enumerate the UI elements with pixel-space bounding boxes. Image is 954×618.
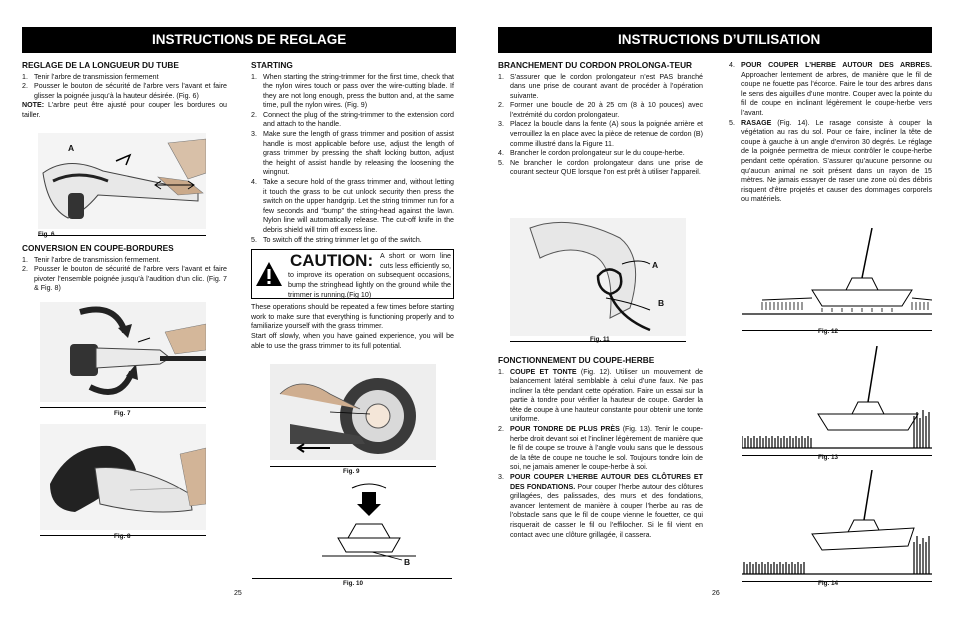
right-col-2 xyxy=(729,61,932,205)
list-item xyxy=(498,368,703,426)
list-item xyxy=(251,130,454,178)
fig13-caption: Fig. 13 xyxy=(818,454,838,461)
caution-text-wrap xyxy=(288,252,451,300)
figure-9 xyxy=(270,364,436,467)
right-col-1 xyxy=(498,61,703,178)
list-item xyxy=(498,101,703,120)
list-item xyxy=(22,265,227,294)
fig6-caption: Fig. 6 xyxy=(38,231,55,238)
list-operation xyxy=(498,368,703,541)
list-number: 3. xyxy=(498,120,504,129)
figure-11 xyxy=(510,218,686,342)
fig14-caption: Fig. 14 xyxy=(818,580,838,587)
list-body: (Fig. 13). Tenir le coupe-herbe droit devant soi et l’incliner légèrement de manière que le fil de coupe se trouve à l’angle voulu sans que le dessous de la tête de coupe ne touche le sol. Toujours tondre loin de soi, ne jamais amener le coupe-herbe à soi. xyxy=(510,425,703,472)
list-number: 5. xyxy=(729,118,735,127)
fig8-converted-handle-image xyxy=(40,424,206,530)
list-bold-lead: POUR COUPER L’HERBE AUTOUR DES ARBRES. xyxy=(741,61,932,69)
fig6-label-a: A xyxy=(68,143,75,153)
list-item xyxy=(498,73,703,102)
heading-conversion: CONVERSION EN COUPE-BORDURES xyxy=(22,243,174,253)
list-number: 2. xyxy=(251,110,257,119)
list-number: 3. xyxy=(251,130,257,139)
list-item xyxy=(22,73,227,83)
list-text: S’assurer que le cordon prolongateur n’est PAS branché dans une prise de courant avant de procéder à l’opération suivante. xyxy=(510,72,703,100)
list-item xyxy=(729,61,932,119)
caution-box xyxy=(251,249,454,299)
fig10-label-b: B xyxy=(404,557,411,567)
figure-14 xyxy=(742,470,932,582)
list-item xyxy=(251,111,454,130)
left-page-banner: INSTRUCTIONS DE REGLAGE xyxy=(22,27,456,53)
list-text xyxy=(741,61,932,119)
list-number: 2. xyxy=(22,265,28,274)
list-text: Connect the plug of the string-trimmer to the extension cord and attach to the handle. xyxy=(263,110,454,129)
list-extension-cord xyxy=(498,73,703,179)
caution-body xyxy=(286,250,453,298)
left-col-1 xyxy=(22,61,227,120)
caution-text: A short or worn line cuts less efficiently so, to improve its operation on subsequent occasions, bump the stringhead lightly on the ground while the trimmer is running.(Fig 10) xyxy=(288,252,451,299)
list-text: Pousser le bouton de sécurité de l’arbre vers l’avant et faire glisser la poignée jusqu’à la hauteur désirée. (Fig. 6) xyxy=(34,82,227,100)
list-body: (Fig. 12). Utiliser un mouvement de balancement latéral semblable à celui d’une faux. Ne pas incliner la tête pendant cette opération. Faire un essai sur la partie à tondre pour vérifier la hauteur de coupe. Garder la tête de coupe à une hauteur constante pour obtenir une tonte uniforme. xyxy=(510,367,703,424)
fig6-trimmer-handle-image xyxy=(38,133,206,229)
right-page-banner: INSTRUCTIONS D’UTILISATION xyxy=(498,27,932,53)
list-text: Tenir l’arbre de transmission fermement xyxy=(34,72,159,81)
list-trees-shaving xyxy=(729,61,932,205)
left-col-2 xyxy=(251,61,454,351)
note xyxy=(22,101,227,120)
list-item xyxy=(251,178,454,236)
left-col-1-b xyxy=(22,244,227,294)
list-number: 1. xyxy=(22,255,28,264)
para-repeat: These operations should be repeated a few times before starting work to make sure that everything is functioning properly and to familiarize yourself with the grass trimmer. xyxy=(251,303,454,331)
fig9-spool-line-image xyxy=(270,364,436,460)
fig14-shaving-image xyxy=(742,470,932,576)
figure-8 xyxy=(40,424,206,536)
list-number: 5. xyxy=(251,235,257,244)
warning-triangle-icon xyxy=(252,250,286,298)
list-text: Pousser le bouton de sécurité de l’arbre vers l’avant et faire pivoter l’ensemble poignée jusqu’à l’audition d’un clic. (Fig. 7 & Fig. 8) xyxy=(34,265,227,293)
figure-10 xyxy=(252,478,452,579)
fig13-close-trim-image xyxy=(742,346,932,450)
para-start-slowly: Start off slowly, when you have gained experience, you will be able to use the grass trimmer to its full potential. xyxy=(251,331,454,350)
list-text xyxy=(510,425,703,473)
list-item xyxy=(729,119,932,205)
fig7-pivot-handle-image xyxy=(40,302,206,402)
list-number: 5. xyxy=(498,158,504,167)
heading-operation: FONCTIONNEMENT DU COUPE-HERBE xyxy=(498,355,655,365)
fig10-bump-head-image xyxy=(252,478,452,574)
list-item xyxy=(251,73,454,111)
fig7-caption: Fig. 7 xyxy=(114,410,131,417)
fig9-caption: Fig. 9 xyxy=(343,468,360,475)
list-number: 4. xyxy=(729,61,735,69)
fig11-caption: Fig. 11 xyxy=(590,336,610,343)
list-item xyxy=(251,236,454,246)
note-label: NOTE: xyxy=(22,101,45,110)
list-item xyxy=(498,149,703,159)
list-body: Approacher lentement de arbres, de manière que le fil de coupe ne fouette pas l’écorce. Faire le tour des arbres dans le sens des aiguilles d’une montre. Couper avec la pointe du fil de coupe en inclinant légèrement le coupe-herbe vers l’avant. xyxy=(741,70,932,117)
list-item xyxy=(498,120,703,149)
list-starting xyxy=(251,73,454,246)
fig11-cord-loop-image xyxy=(510,218,686,336)
list-text xyxy=(510,473,703,540)
figure-6 xyxy=(38,133,206,236)
list-text: Placez la boucle dans la fente (A) sous la poignée arrière et verrouillez la en place avec la pièce de retenue de cordon (B) comme illustré dans la Figure 11. xyxy=(510,120,703,148)
list-item xyxy=(498,473,703,540)
list-item xyxy=(498,425,703,473)
list-number: 2. xyxy=(498,101,504,110)
fig10-caption: Fig. 10 xyxy=(343,580,363,587)
list-bold-lead: RASAGE xyxy=(741,118,772,127)
right-col-1-b xyxy=(498,356,703,540)
list-text: Brancher le cordon prolongateur sur le du coupe-herbe. xyxy=(510,149,685,158)
list-text: Make sure the length of grass trimmer and position of assist handle is most applicable before use, adjust the length of grass trimmer by pressing the shaft locking button, adjust the height of assist handle by releasing the loosening the wingnut. xyxy=(263,130,454,177)
figure-7 xyxy=(40,302,206,408)
list-text: Take a secure hold of the grass trimmer and, without letting it touch the grass to be cut unlock security then press the switch on the upper handgrip. Let the string trimmer run for a few seconds and “bump” the string-head against the lawn. Nylon line will automatically release. The cut-off knife in the debris shield will trim off excess line. xyxy=(263,178,454,234)
list-bold-lead: COUPE ET TONTE xyxy=(510,367,577,376)
fig12-caption: Fig. 12 xyxy=(818,328,838,335)
list-bold-lead: POUR COUPER L’HERBE AUTOUR DES CLÔTURES ET DES FONDATIONS. xyxy=(510,473,703,491)
list-number: 2. xyxy=(22,82,28,91)
list-text xyxy=(510,368,703,426)
heading-tube-length: REGLAGE DE LA LONGUEUR DU TUBE xyxy=(22,60,179,70)
fig8-caption: Fig. 8 xyxy=(114,533,131,540)
list-text: Ne brancher le cordon prolongateur dans une prise de courant secteur QUE lorsque l’on est prêt à utiliser l’appareil. xyxy=(510,158,703,177)
list-item xyxy=(22,256,227,266)
figure-13 xyxy=(742,346,932,456)
list-number: 1. xyxy=(498,367,504,376)
list-body: Pour couper l’herbe autour des clôtures grillagées, des palissades, des murs et des fondations, avancer lentement de manière à couper l’herbe au ras de l’obstacle sans que le fil de coupe vienne le fouetter, ce qui risquerait de casser le fil ou l’effilocher. Si le fil vient en contact avec une clôture grillagée, il cassera. xyxy=(510,482,703,539)
heading-starting: STARTING xyxy=(251,60,293,70)
note-text: L’arbre peut être ajusté pour couper les bordures ou tailler. xyxy=(22,101,227,119)
list-text: Former une boucle de 20 à 25 cm (8 à 10 pouces) avec l’extrémité du cordon prolongateur. xyxy=(510,101,703,119)
list-bold-lead: POUR TONDRE DE PLUS PRÈS xyxy=(510,425,620,434)
fig11-label-a: A xyxy=(652,260,659,270)
page-number-left: 25 xyxy=(234,590,242,597)
list-number: 2. xyxy=(498,425,504,434)
list-text: Tenir l’arbre de transmission fermement. xyxy=(34,255,161,264)
list-body: (Fig. 14). Le rasage consiste à couper la végétation au ras du sol. Pour ce faire, incliner la tête de coupe à gauche à un angle d’environ 30 degrés. Le réglage de la poignée permettra de mieux contrôler le coupe-herbe pendant cette opération. S’assurer qu’aucune personne ou qu’aucun animal ne soit présent dans un rayon de 15 mètres. Ne jamais essayer de raser une zone où des débris risquent d’être projetés et causer des dommages corporels ou matériels. xyxy=(741,118,932,204)
heading-extension-cord: BRANCHEMENT DU CORDON PROLONGA-TEUR xyxy=(498,60,693,70)
figure-12 xyxy=(742,228,932,331)
list-text: To switch off the string trimmer let go of the switch. xyxy=(263,235,422,244)
list-number: 1. xyxy=(251,72,257,81)
list-text: When starting the string-trimmer for the first time, check that the nylon wires touch or pass over the wire-cutting blade. If they are not long enough, press the button and, at the same time, pull the nylon wires. (Fig. 9) xyxy=(263,72,454,110)
list-number: 1. xyxy=(498,72,504,81)
list-number: 4. xyxy=(498,149,504,158)
list-conversion xyxy=(22,256,227,294)
caution-title: CAUTION: xyxy=(290,251,374,271)
list-number: 4. xyxy=(251,178,257,187)
list-item xyxy=(498,159,703,178)
list-tube-length xyxy=(22,73,227,102)
list-number: 3. xyxy=(498,473,504,482)
list-item xyxy=(22,82,227,101)
list-number: 1. xyxy=(22,72,28,81)
fig11-label-b: B xyxy=(658,298,665,308)
fig12-cutting-mowing-image xyxy=(742,228,932,326)
page-number-right: 26 xyxy=(712,590,720,597)
list-text xyxy=(741,119,932,205)
